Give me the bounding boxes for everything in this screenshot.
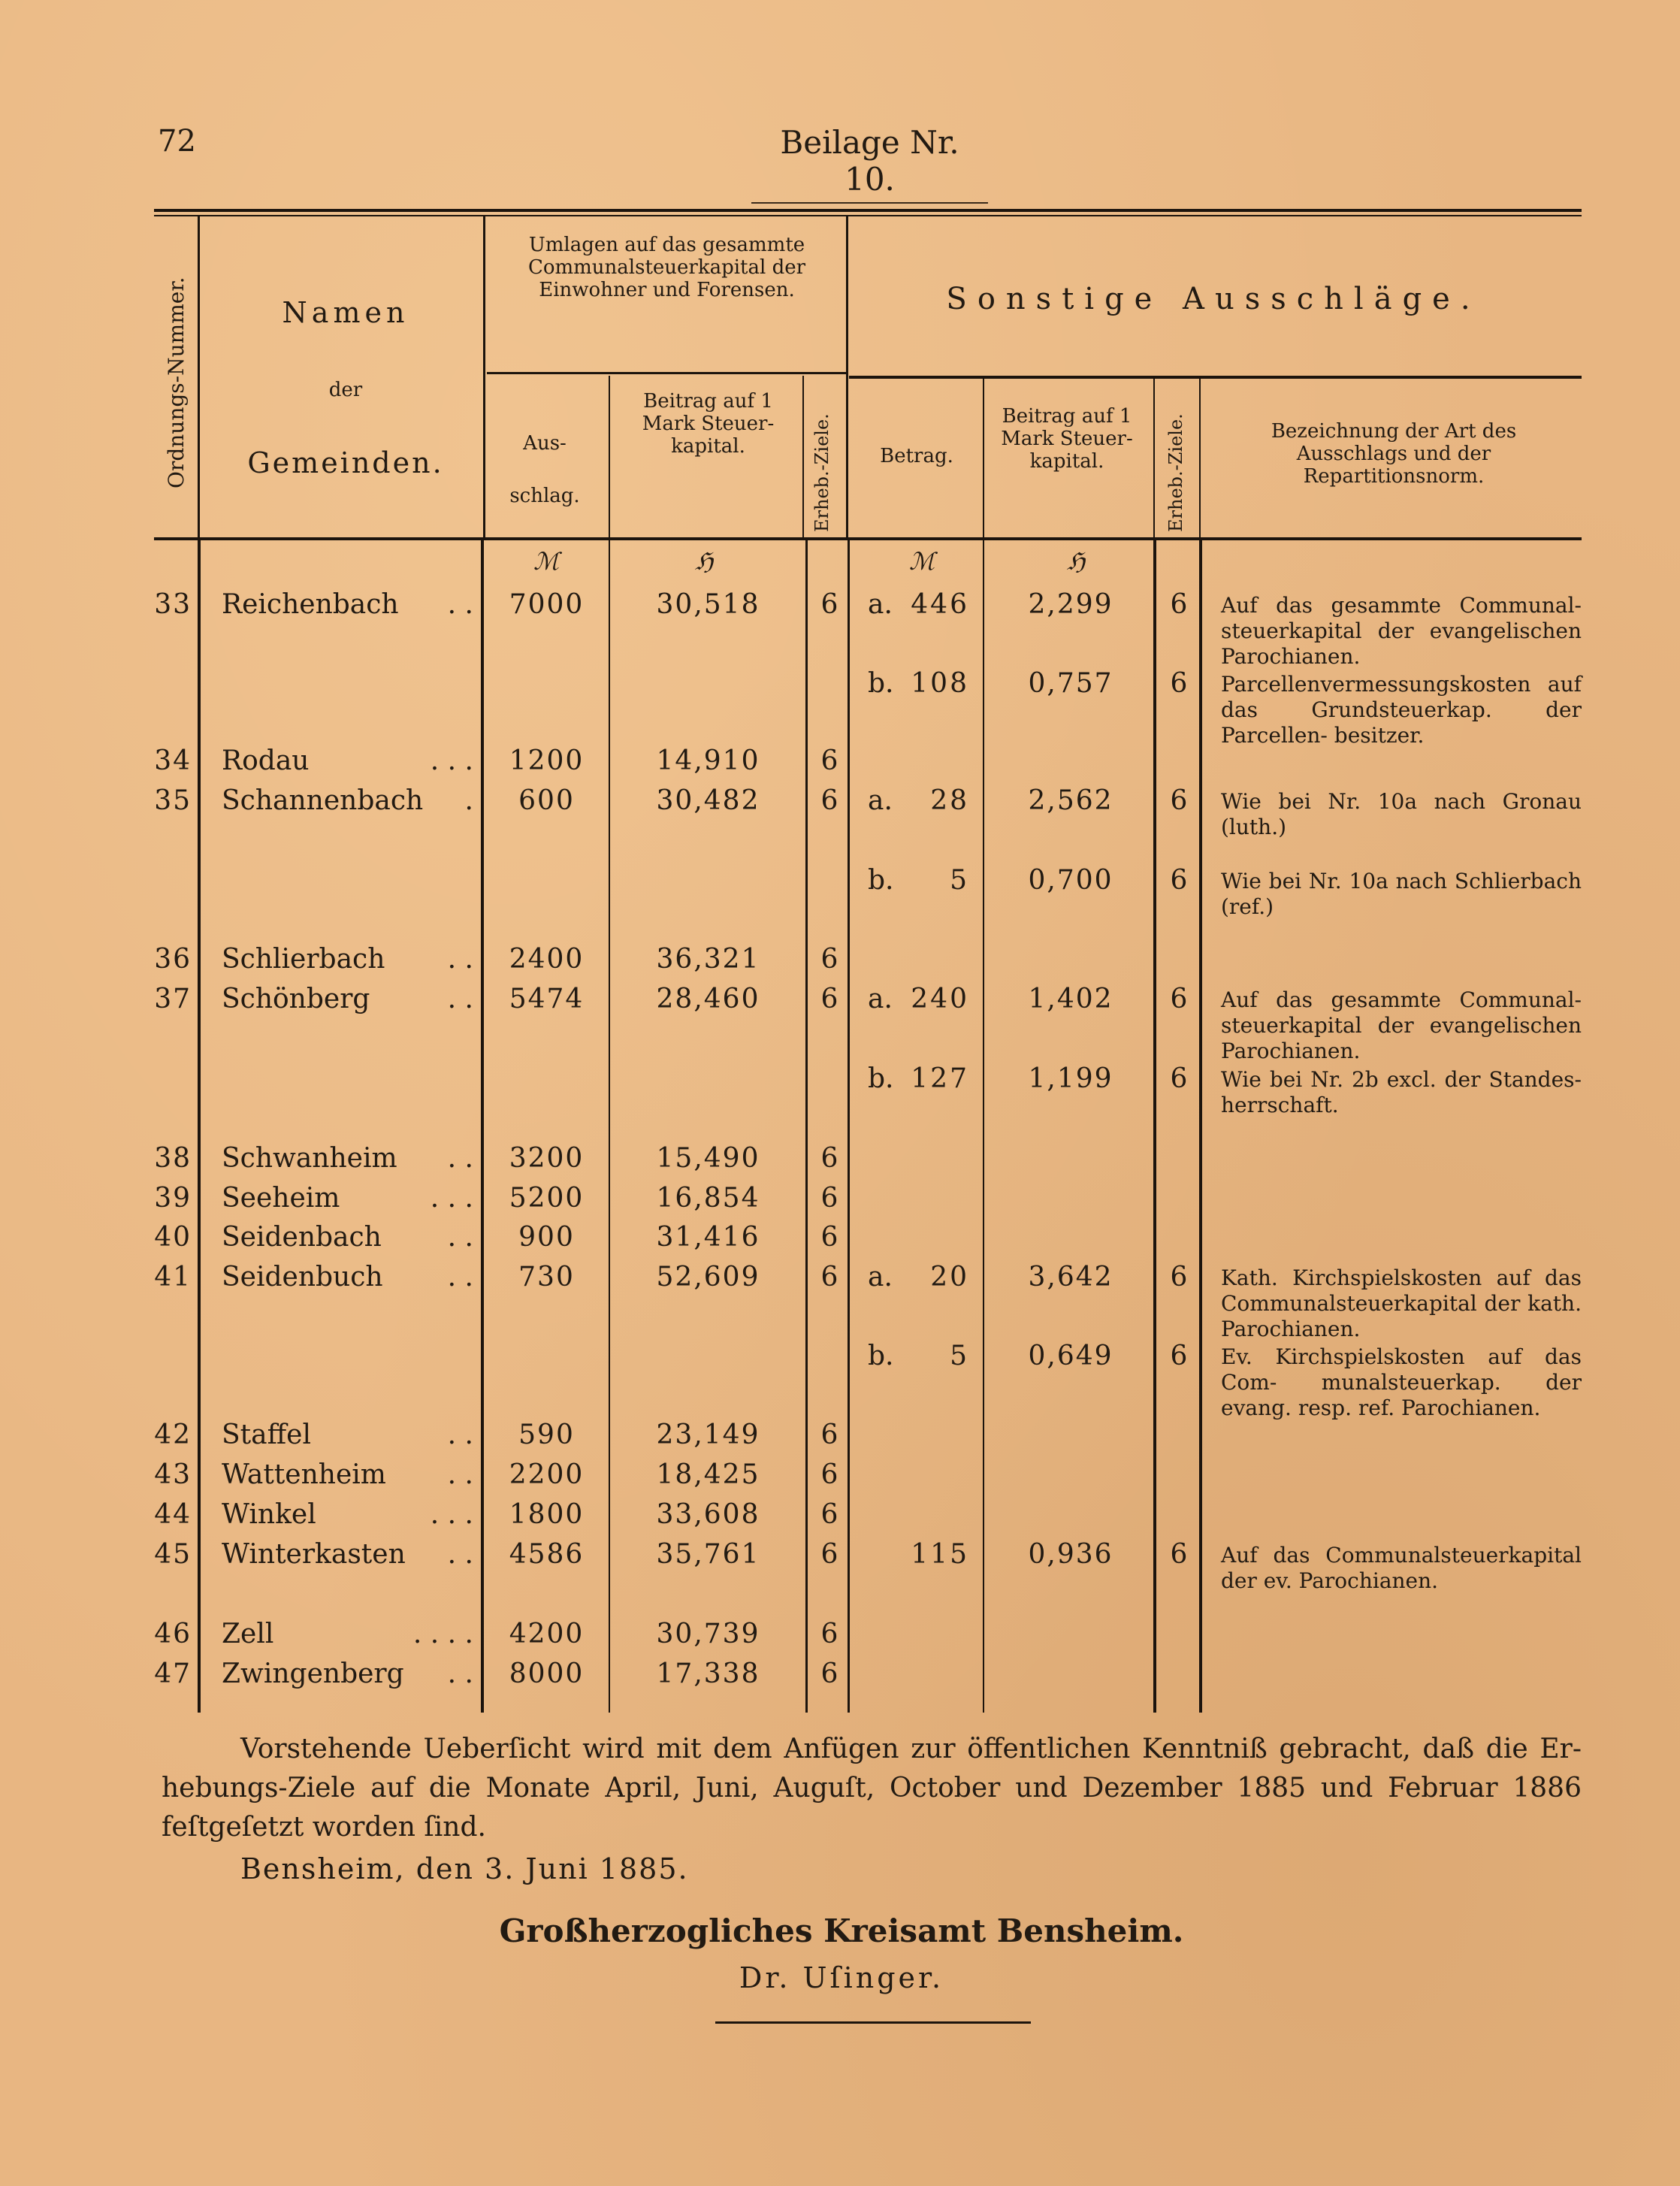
body-col-5 <box>848 540 850 1713</box>
sonstige-betrag: 28 <box>930 785 969 816</box>
gemeinde-name: Staffel <box>222 1420 311 1450</box>
umlagen-underline <box>487 372 846 374</box>
sonstige-erheb-ziele: 6 <box>1170 1341 1188 1371</box>
place-date: Bensheim, den 3. Juni 1885. <box>240 1852 689 1885</box>
row-number: 37 <box>154 984 192 1014</box>
beitrag-value: 36,321 <box>656 944 760 975</box>
erheb-ziele-value: 6 <box>820 1183 838 1214</box>
erheb-ziele-value: 6 <box>820 944 838 975</box>
signer: Dr. Uſinger. <box>739 1961 944 1994</box>
beitrag-value: 18,425 <box>656 1459 760 1490</box>
hdr-col-8 <box>1199 379 1201 540</box>
sonstige-beitrag: 2,562 <box>1028 785 1113 816</box>
unit-mark-2: ℳ <box>909 547 935 576</box>
sonstige-erheb-ziele: 6 <box>1170 785 1188 816</box>
sonstige-betrag: 108 <box>911 668 969 699</box>
sonstige-betrag: 5 <box>950 865 969 896</box>
erheb-ziele-value: 6 <box>820 1499 838 1530</box>
ausschlag-value: 600 <box>518 785 575 816</box>
sonstige-note: Wie bei Nr. 10a nach Gronau (luth.) <box>1221 789 1582 839</box>
sonstige-erheb-ziele: 6 <box>1170 1262 1188 1293</box>
row-number: 34 <box>154 745 192 776</box>
sonstige-note: Parcellenvermessungskosten auf das Grundsteuerkap. der Parcellen- besitzer. <box>1221 672 1582 748</box>
ausschlag-value: 2200 <box>509 1459 585 1490</box>
sonstige-erheb-ziele: 6 <box>1170 1539 1188 1570</box>
sonstige-note: Auf das gesammte Communal- steuerkapital der evangelischen Parochianen. <box>1221 987 1582 1063</box>
row-number: 33 <box>154 589 192 620</box>
running-title: Beilage Nr. 10. <box>751 124 988 204</box>
sonstige-erheb-ziele: 6 <box>1170 1063 1188 1094</box>
name-dots: . . <box>447 1539 473 1570</box>
row-number: 38 <box>154 1143 192 1174</box>
name-dots: . . . <box>430 1499 473 1530</box>
sonstige-betrag: 115 <box>911 1539 969 1570</box>
sonstige-betrag: 5 <box>950 1341 969 1371</box>
sonstige-beitrag: 2,299 <box>1028 589 1113 620</box>
erheb-ziele-value: 6 <box>820 1459 838 1490</box>
sonstige-note: Auf das Communalsteuerkapital der ev. Parochianen. <box>1221 1543 1582 1593</box>
name-dots: . . <box>447 589 473 620</box>
ausschlag-value: 3200 <box>509 1143 585 1174</box>
header-der: der <box>328 379 363 401</box>
name-dots: . . <box>447 1262 473 1293</box>
hdr-col-5 <box>846 216 848 540</box>
sonstige-erheb-ziele: 6 <box>1170 668 1188 699</box>
erheb-ziele-value: 6 <box>820 984 838 1014</box>
beitrag-value: 30,518 <box>656 589 760 620</box>
sonstige-label: b. <box>868 668 894 699</box>
gemeinde-name: Schwanheim <box>222 1143 397 1174</box>
header-erheb-ziele-2: Erheb.-Ziele. <box>1165 413 1186 532</box>
header-betrag: Betrag. <box>880 445 953 467</box>
ausschlag-value: 1800 <box>509 1499 585 1530</box>
sonstige-betrag: 127 <box>911 1063 969 1094</box>
beitrag-value: 35,761 <box>656 1539 760 1570</box>
gemeinde-name: Rodau <box>222 745 310 776</box>
beitrag-value: 17,338 <box>656 1658 760 1689</box>
header-erheb-ziele: Erheb.-Ziele. <box>811 413 832 532</box>
erheb-ziele-value: 6 <box>820 1143 838 1174</box>
ausschlag-value: 590 <box>518 1420 575 1450</box>
name-dots: . . <box>447 944 473 975</box>
sonstige-underline <box>849 376 1582 379</box>
beitrag-value: 28,460 <box>656 984 760 1014</box>
gemeinde-name: Winkel <box>222 1499 316 1530</box>
sonstige-label: b. <box>868 1063 894 1094</box>
erheb-ziele-value: 6 <box>820 1222 838 1253</box>
ausschlag-value: 730 <box>518 1262 575 1293</box>
sonstige-betrag: 446 <box>911 589 969 620</box>
body-col-2 <box>481 540 484 1713</box>
body-col-6 <box>983 540 984 1713</box>
row-number: 41 <box>154 1262 192 1293</box>
row-number: 44 <box>154 1499 192 1530</box>
sonstige-beitrag: 0,757 <box>1028 668 1113 699</box>
sonstige-erheb-ziele: 6 <box>1170 984 1188 1014</box>
body-col-3 <box>609 540 610 1713</box>
sonstige-label: a. <box>868 984 893 1014</box>
header-ausschlag: Aus- schlag. <box>509 432 580 507</box>
beitrag-value: 15,490 <box>656 1143 760 1174</box>
erheb-ziele-value: 6 <box>820 1420 838 1450</box>
sonstige-beitrag: 3,642 <box>1028 1262 1113 1293</box>
erheb-ziele-value: 6 <box>820 589 838 620</box>
hdr-col-2 <box>483 216 485 540</box>
hdr-col-1 <box>198 216 200 540</box>
sonstige-beitrag: 1,199 <box>1028 1063 1113 1094</box>
top-rule-thin <box>154 215 1582 216</box>
beitrag-value: 30,482 <box>656 785 760 816</box>
row-number: 43 <box>154 1459 192 1490</box>
name-dots: . . <box>447 1143 473 1174</box>
erheb-ziele-value: 6 <box>820 1619 838 1649</box>
hdr-col-4 <box>802 376 804 540</box>
sonstige-beitrag: 0,700 <box>1028 865 1113 896</box>
gemeinde-name: Wattenheim <box>222 1459 386 1490</box>
ausschlag-value: 5200 <box>509 1183 585 1214</box>
sonstige-erheb-ziele: 6 <box>1170 865 1188 896</box>
unit-mark: ℳ <box>533 547 560 576</box>
name-dots: . . <box>447 1222 473 1253</box>
sonstige-beitrag: 1,402 <box>1028 984 1113 1014</box>
row-number: 46 <box>154 1619 192 1649</box>
sonstige-beitrag: 0,936 <box>1028 1539 1113 1570</box>
ausschlag-value: 900 <box>518 1222 575 1253</box>
beitrag-value: 16,854 <box>656 1183 760 1214</box>
row-number: 40 <box>154 1222 192 1253</box>
row-number: 39 <box>154 1183 192 1214</box>
beitrag-value: 23,149 <box>656 1420 760 1450</box>
name-dots: . . <box>447 1658 473 1689</box>
row-number: 35 <box>154 785 192 816</box>
closing-paragraph: Vorstehende Ueberſicht wird mit dem Anfügen zur öffentlichen Kenntniß gebracht, daß die Er- hebungs-Ziele auf die Monate April, Juni, Auguſt, October und Dezember 1885 und Februar 1886 feſtgeſetzt worden ſind. <box>162 1734 1582 1843</box>
ausschlag-value: 2400 <box>509 944 585 975</box>
row-number: 36 <box>154 944 192 975</box>
header-beitrag-mark-2: Beitrag auf 1 Mark Steuer- kapital. <box>1001 405 1133 473</box>
name-dots: . . . . <box>412 1619 473 1649</box>
header-beitrag-mark: Beitrag auf 1 Mark Steuer- kapital. <box>642 390 775 458</box>
beitrag-value: 52,609 <box>656 1262 760 1293</box>
sonstige-betrag: 20 <box>930 1262 969 1293</box>
sonstige-beitrag: 0,649 <box>1028 1341 1113 1371</box>
issuing-authority: Großherzogliches Kreisamt Bensheim. <box>499 1912 1184 1949</box>
beitrag-value: 31,416 <box>656 1222 760 1253</box>
top-rule <box>154 209 1582 212</box>
sonstige-label: a. <box>868 589 893 620</box>
gemeinde-name: Seidenbuch <box>222 1262 383 1293</box>
sonstige-note: Auf das gesammte Communal- steuerkapital der evangelischen Parochianen. <box>1221 593 1582 669</box>
body-col-8 <box>1199 540 1202 1713</box>
header-bezeichnung: Bezeichnung der Art des Ausschlags und der Repartitionsnorm. <box>1271 420 1517 488</box>
sonstige-erheb-ziele: 6 <box>1170 589 1188 620</box>
name-dots: . . . <box>430 745 473 776</box>
gemeinde-name: Seidenbach <box>222 1222 382 1253</box>
header-bottom-rule <box>154 537 1582 540</box>
sonstige-betrag: 240 <box>911 984 969 1014</box>
unit-pf: ℌ <box>695 547 714 576</box>
ausschlag-value: 1200 <box>509 745 585 776</box>
gemeinde-name: Schönberg <box>222 984 370 1014</box>
body-col-7 <box>1153 540 1156 1713</box>
ausschlag-value: 4200 <box>509 1619 585 1649</box>
row-number: 47 <box>154 1658 192 1689</box>
gemeinde-name: Zwingenberg <box>222 1658 404 1689</box>
body-col-1 <box>198 540 201 1713</box>
unit-pf-2: ℌ <box>1067 547 1086 576</box>
hdr-col-7 <box>1153 379 1155 540</box>
sonstige-note: Kath. Kirchspielskosten auf das Communalsteuerkapital der kath. Parochianen. <box>1221 1265 1582 1341</box>
name-dots: . <box>464 785 473 816</box>
row-number: 42 <box>154 1420 192 1450</box>
sonstige-label: b. <box>868 865 894 896</box>
erheb-ziele-value: 6 <box>820 785 838 816</box>
hdr-col-3 <box>609 376 610 540</box>
sonstige-label: b. <box>868 1341 894 1371</box>
erheb-ziele-value: 6 <box>820 745 838 776</box>
name-dots: . . <box>447 984 473 1014</box>
erheb-ziele-value: 6 <box>820 1539 838 1570</box>
sonstige-label: a. <box>868 785 893 816</box>
sonstige-note: Wie bei Nr. 2b excl. der Standes- herrschaft. <box>1221 1067 1582 1117</box>
name-dots: . . <box>447 1420 473 1450</box>
erheb-ziele-value: 6 <box>820 1658 838 1689</box>
name-dots: . . . <box>430 1183 473 1214</box>
header-sonstige: Sonstige Ausschläge. <box>946 282 1481 316</box>
name-dots: . . <box>447 1459 473 1490</box>
gemeinde-name: Winterkasten <box>222 1539 406 1570</box>
header-umlagen: Umlagen auf das gesammte Communalsteuerkapital der Einwohner und Forensen. <box>527 234 806 301</box>
header-gemeinden: Gemeinden. <box>247 446 444 479</box>
ausschlag-value: 4586 <box>509 1539 585 1570</box>
erheb-ziele-value: 6 <box>820 1262 838 1293</box>
gemeinde-name: Schlierbach <box>222 944 385 975</box>
beitrag-value: 14,910 <box>656 745 760 776</box>
sonstige-note: Ev. Kirchspielskosten auf das Com- munalsteuerkap. der evang. resp. ref. Parochianen. <box>1221 1344 1582 1420</box>
header-ordnungs-nummer: Ordnungs-Nummer. <box>164 277 189 488</box>
page-number: 72 <box>158 124 196 159</box>
hdr-col-6 <box>983 379 984 540</box>
body-col-4 <box>805 540 808 1713</box>
closing-rule <box>715 2021 1031 2024</box>
gemeinde-name: Zell <box>222 1619 274 1649</box>
ausschlag-value: 8000 <box>509 1658 585 1689</box>
gemeinde-name: Schannenbach <box>222 785 424 816</box>
gemeinde-name: Seeheim <box>222 1183 340 1214</box>
header-namen: Namen <box>282 296 409 329</box>
ausschlag-value: 7000 <box>509 589 585 620</box>
sonstige-label: a. <box>868 1262 893 1293</box>
gemeinde-name: Reichenbach <box>222 589 399 620</box>
ausschlag-value: 5474 <box>509 984 585 1014</box>
sonstige-note: Wie bei Nr. 10a nach Schlierbach (ref.) <box>1221 869 1582 919</box>
beitrag-value: 33,608 <box>656 1499 760 1530</box>
beitrag-value: 30,739 <box>656 1619 760 1649</box>
row-number: 45 <box>154 1539 192 1570</box>
